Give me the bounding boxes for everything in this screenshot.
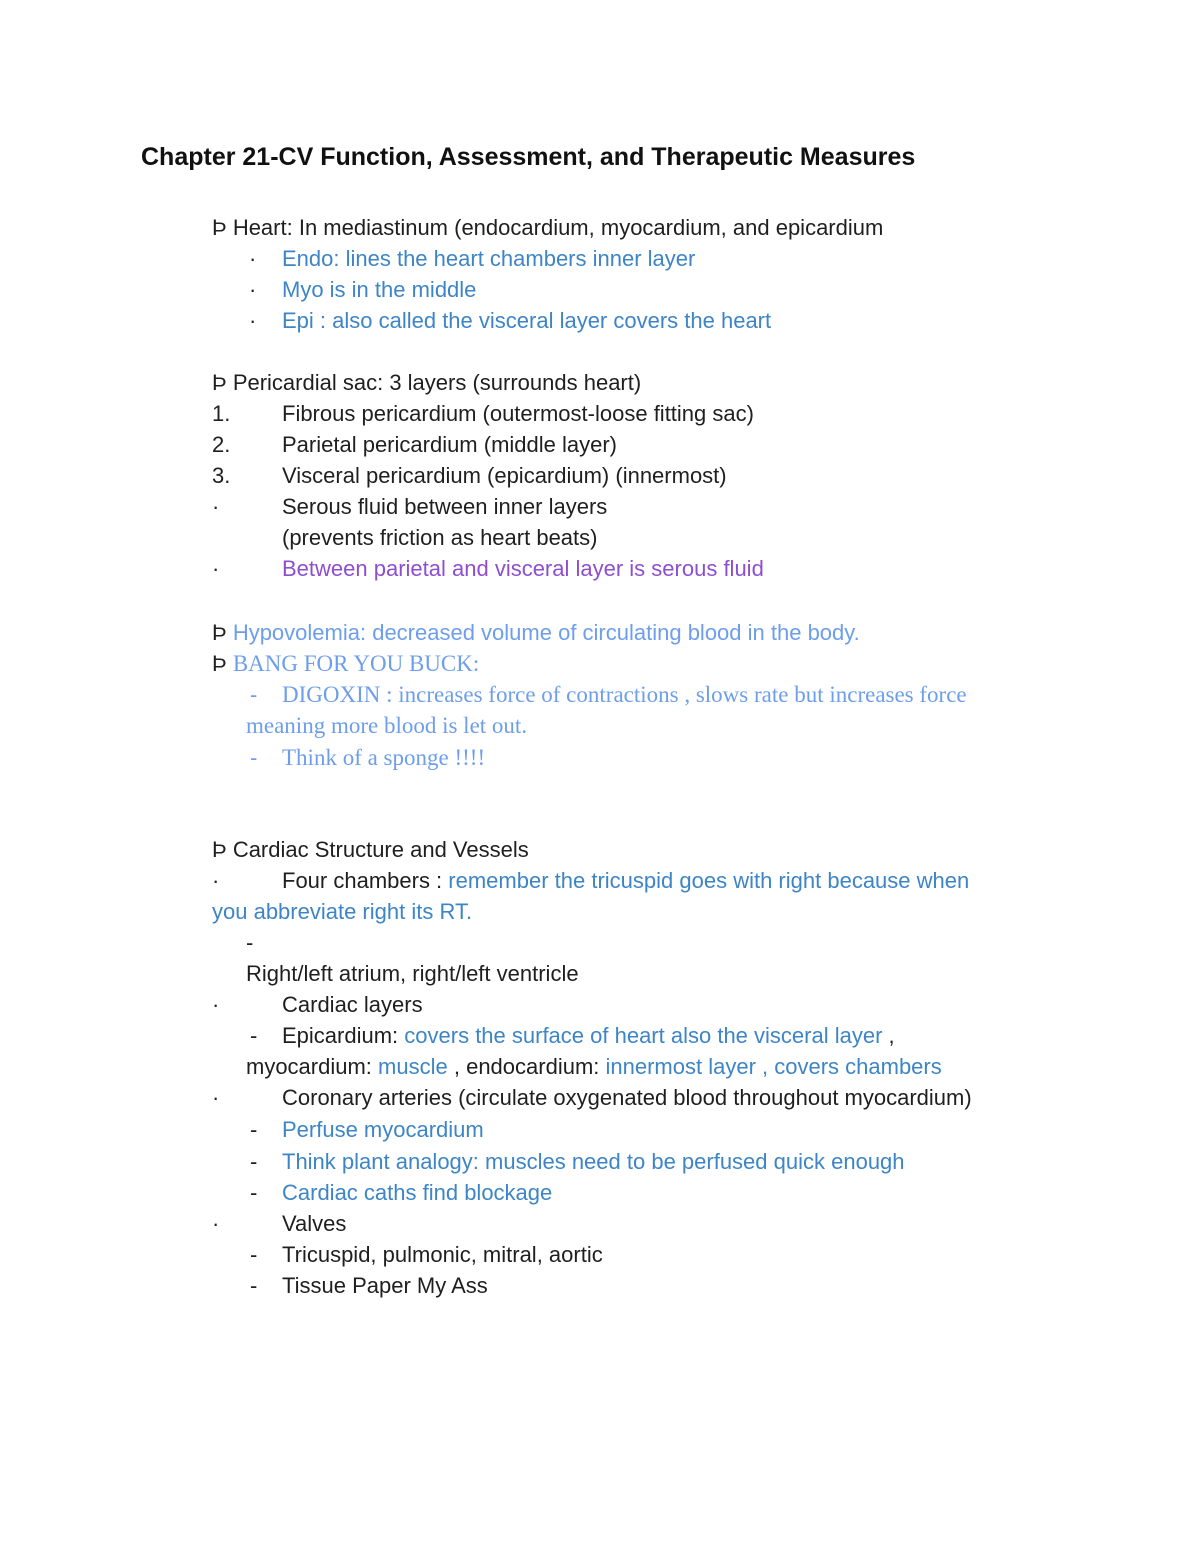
coronary-item: Perfuse myocardium	[282, 1117, 484, 1142]
valve-item: Tissue Paper My Ass	[282, 1273, 488, 1298]
dash-bullet: -	[250, 1180, 258, 1205]
dash-bullet: -	[250, 1242, 258, 1267]
digoxin-line-1: DIGOXIN : increases force of contractions , slows rate but increases force	[282, 682, 967, 707]
dot-bullet: ·	[249, 277, 257, 302]
coronary-line: Coronary arteries (circulate oxygenated blood throughout myocardium)	[282, 1085, 972, 1110]
dash-bullet: -	[250, 1117, 258, 1142]
comma: ,	[888, 1023, 895, 1048]
list-item	[249, 245, 256, 273]
dash-bullet: -	[250, 745, 258, 770]
arrow-bullet: Þ	[212, 651, 227, 676]
heart-item-epi: Epi : also called the visceral layer covers the heart	[282, 308, 772, 333]
coronary-item: Cardiac caths find blockage	[282, 1180, 553, 1205]
dot-bullet: ·	[212, 1085, 220, 1110]
heart-heading: Heart: In mediastinum (endocardium, myocardium, and epicardium	[232, 215, 884, 240]
cardiac-heading: Cardiac Structure and Vessels	[232, 837, 529, 862]
heart-item-endo: Endo: lines the heart chambers inner layer	[282, 246, 696, 271]
list-item	[249, 276, 256, 304]
heart-item-myo: Myo is in the middle	[282, 277, 477, 302]
dash-bullet: -	[250, 1273, 258, 1298]
dash-bullet: -	[246, 930, 254, 955]
dash-bullet: -	[250, 1023, 258, 1048]
pericardial-heading: Pericardial sac: 3 layers (surrounds heart)	[232, 370, 642, 395]
chambers-line: Right/left atrium, right/left ventricle	[246, 961, 579, 986]
numbered-marker: 1.	[212, 401, 231, 426]
hypovolemia-line	[212, 619, 860, 647]
numbered-item: Visceral pericardium (epicardium) (innermost)	[282, 463, 727, 488]
epicardium-label: Epicardium:	[282, 1023, 399, 1048]
myo-endo-line	[246, 1053, 942, 1081]
four-chambers-note: remember the tricuspid goes with right because when	[448, 868, 970, 893]
serous-line-2: (prevents friction as heart beats)	[282, 525, 598, 550]
arrow-bullet: Þ	[212, 837, 227, 862]
serous-line-1: Serous fluid between inner layers	[282, 494, 608, 519]
epicardium-line	[282, 1022, 895, 1050]
heart-heading-line	[212, 214, 883, 242]
four-chambers-line	[282, 867, 969, 895]
bang-heading-line	[212, 650, 479, 678]
digoxin-line-2: meaning more blood is let out.	[246, 713, 528, 738]
dot-bullet: ·	[212, 868, 220, 893]
four-chambers-note-2: you abbreviate right its RT.	[212, 899, 473, 924]
numbered-item: Parietal pericardium (middle layer)	[282, 432, 618, 457]
numbered-marker: 2.	[212, 432, 231, 457]
dot-bullet: ·	[249, 246, 257, 271]
numbered-item: Fibrous pericardium (outermost-loose fitting sac)	[282, 401, 754, 426]
myocardium-label: myocardium:	[246, 1054, 372, 1079]
list-item	[249, 307, 256, 335]
valve-item: Tricuspid, pulmonic, mitral, aortic	[282, 1242, 603, 1267]
between-note: Between parietal and visceral layer is serous fluid	[282, 556, 764, 581]
dot-bullet: ·	[212, 1211, 220, 1236]
valves-label: Valves	[282, 1211, 347, 1236]
pericardial-heading-line	[212, 369, 641, 397]
epicardium-note: covers the surface of heart also the visceral layer	[404, 1023, 883, 1048]
dot-bullet: ·	[212, 992, 220, 1017]
dot-bullet: ·	[212, 494, 220, 519]
numbered-marker: 3.	[212, 463, 231, 488]
coronary-item: Think plant analogy: muscles need to be perfused quick enough	[282, 1149, 905, 1174]
endocardium-note: innermost layer , covers chambers	[605, 1054, 942, 1079]
page-title: Chapter 21-CV Function, Assessment, and Therapeutic Measures	[141, 143, 916, 171]
bang-heading: BANG FOR YOU BUCK:	[232, 651, 480, 676]
cardiac-heading-line	[212, 836, 529, 864]
arrow-bullet: Þ	[212, 620, 227, 645]
dot-bullet: ·	[249, 308, 257, 333]
sponge-line: Think of a sponge !!!!	[282, 745, 486, 770]
myocardium-note: muscle	[378, 1054, 448, 1079]
arrow-bullet: Þ	[212, 370, 227, 395]
dot-bullet: ·	[212, 556, 220, 581]
endocardium-label: , endocardium:	[453, 1054, 600, 1079]
arrow-bullet: Þ	[212, 215, 227, 240]
four-chambers-label: Four chambers :	[282, 868, 443, 893]
cardiac-layers-label: Cardiac layers	[282, 992, 423, 1017]
dash-bullet: -	[250, 1149, 258, 1174]
dash-bullet: -	[250, 682, 258, 707]
hypovolemia-text: Hypovolemia: decreased volume of circulating blood in the body.	[232, 620, 860, 645]
